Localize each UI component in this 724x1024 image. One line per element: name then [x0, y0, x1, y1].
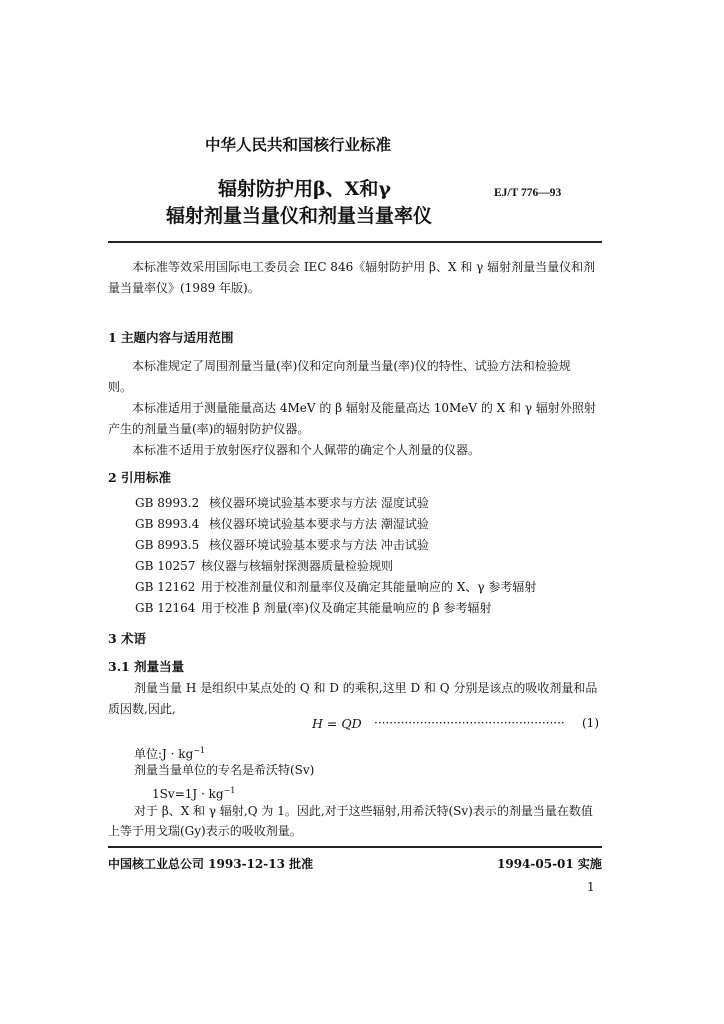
reference-code: GB 8993.2	[135, 496, 200, 510]
reference-title: 核仪器环境试验基本要求与方法 冲击试验	[209, 538, 429, 552]
section-3-heading: 3 术语	[108, 631, 147, 646]
reference-title: 核仪器与核辐射探测器质量检验规则	[201, 559, 394, 573]
section-3-p1-line2: 质因数,因此,	[108, 702, 176, 716]
reference-code: GB 8993.4	[135, 517, 200, 531]
reference-item	[135, 535, 536, 556]
section-1-p1-line1: 本标准规定了周围剂量当量(率)仪和定向剂量当量(率)仪的特性、试验方法和检验规	[132, 359, 571, 373]
section-1-p2-line1: 本标准适用于测量能量高达 4MeV 的 β 辐射及能量高达 10MeV 的 X 和 γ 辐射外照射	[132, 401, 596, 415]
sievert-exponent: −1	[223, 786, 236, 795]
unit-name-line: 剂量当量单位的专名是希沃特(Sv)	[134, 763, 315, 777]
section-3-p1-line1: 剂量当量 H 是组织中某点处的 Q 和 D 的乘积,这里 D 和 Q 分别是该点的吸收剂量和品	[134, 681, 598, 695]
section-3-p2-line1: 对于 β、X 和 γ 辐射,Q 为 1。因此,对于这些辐射,用希沃特(Sv)表示的剂量当量在数值	[134, 804, 593, 818]
reference-code: GB 12164	[135, 601, 196, 615]
reference-code: GB 12162	[135, 580, 196, 594]
section-3-p2-line2: 上等于用戈瑞(Gy)表示的吸收剂量。	[108, 824, 302, 838]
intro-line-1: 本标准等效采用国际电工委员会 IEC 846《辐射防护用 β、X 和 γ 辐射剂量当量仪和剂	[132, 260, 596, 274]
sievert-text: 1Sv=1J · kg	[152, 787, 224, 801]
section-2-heading: 2 引用标准	[108, 470, 172, 485]
standard-category: 中华人民共和国核行业标准	[204, 135, 391, 154]
reference-item	[135, 577, 536, 598]
section-1-p3: 本标准不适用于放射医疗仪器和个人佩带的确定个人剂量的仪器。	[132, 443, 481, 457]
approval-info: 中国核工业总公司 1993-12-13 批准	[108, 857, 314, 871]
reference-list	[135, 493, 536, 619]
reference-item	[135, 514, 536, 535]
standard-code: EJ/T 776—93	[494, 187, 562, 199]
equation-number: (1)	[582, 716, 599, 730]
reference-item	[135, 556, 536, 577]
reference-title: 核仪器环境试验基本要求与方法 湿度试验	[209, 496, 429, 510]
unit-text: 单位:J · kg	[134, 747, 194, 761]
page-number: 1	[587, 880, 595, 894]
reference-item	[135, 493, 536, 514]
reference-code: GB 8993.5	[135, 538, 200, 552]
top-rule	[108, 241, 602, 243]
reference-code: GB 10257	[135, 559, 196, 573]
unit-exponent: −1	[193, 746, 206, 755]
bottom-rule	[108, 846, 602, 848]
reference-title: 用于校准 β 剂量(率)仪及确定其能量响应的 β 参考辐射	[201, 601, 492, 615]
section-1-heading: 1 主题内容与适用范围	[108, 330, 234, 345]
reference-title: 核仪器环境试验基本要求与方法 潮湿试验	[209, 517, 429, 531]
reference-item	[135, 598, 536, 619]
section-3-1-heading: 3.1 剂量当量	[108, 659, 185, 674]
title-line-1: 辐射防护用β、X和γ	[218, 178, 391, 200]
formula: H = QD	[312, 716, 362, 731]
formula-leader-dots: ··················································	[374, 716, 565, 730]
implementation-date: 1994-05-01 实施	[497, 857, 602, 871]
section-1-p2-line2: 产生的剂量当量(率)的辐射防护仪器。	[108, 422, 310, 436]
reference-title: 用于校准剂量仪和剂量率仪及确定其能量响应的 X、γ 参考辐射	[201, 580, 537, 594]
title-line-2: 辐射剂量当量仪和剂量当量率仪	[166, 205, 433, 227]
section-1-p1-line2: 则。	[108, 380, 133, 394]
intro-line-2: 量当量率仪》(1989 年版)。	[108, 281, 260, 295]
